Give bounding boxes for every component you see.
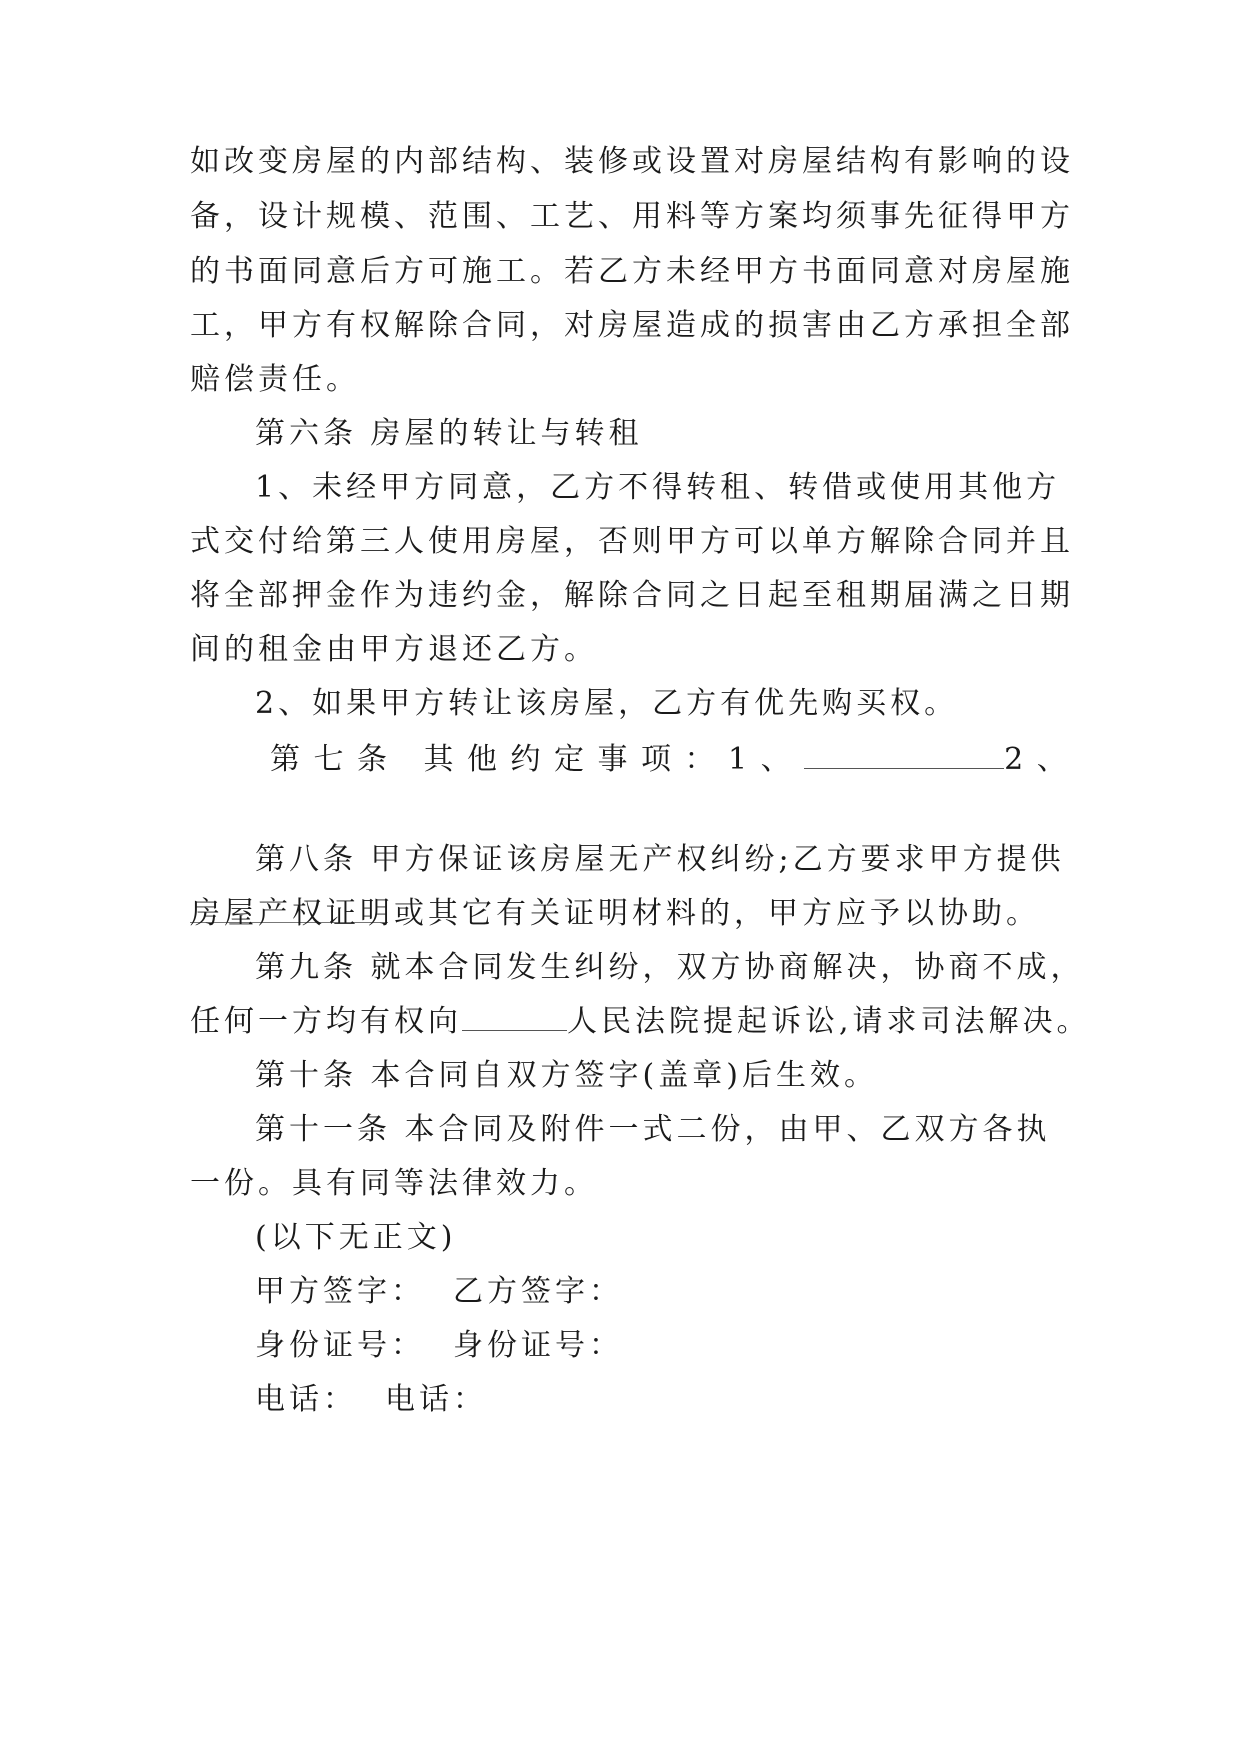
article-9-after: 人民法院提起诉讼,请求司法解决。 — [567, 1004, 1091, 1039]
paragraph-line: 将全部押金作为违约金，解除合同之日起至租期届满之日期 — [190, 578, 1074, 613]
paragraph-line: 赔偿责任。 — [190, 362, 360, 397]
article-11-line: 第十一条 本合同及附件一式二份，由甲、乙双方各执 — [255, 1112, 1051, 1147]
paragraph-line: 工，甲方有权解除合同，对房屋造成的损害由乙方承担全部 — [190, 308, 1074, 343]
article-9-line: 第九条 就本合同发生纠纷，双方协商解决，协商不成， — [255, 950, 1085, 985]
party-a-sign-label: 甲方签字： — [255, 1274, 425, 1309]
fill-blank — [462, 1002, 567, 1031]
party-a-phone-label: 电话： — [255, 1382, 357, 1417]
article-9-line-2 — [190, 1002, 1091, 1042]
article-7-prefix: 第七条 其他约定事项：1、 — [270, 742, 805, 777]
paragraph-line: 式交付给第三人使用房屋，否则甲方可以单方解除合同并且 — [190, 524, 1074, 559]
article-8-line: 第八条 甲方保证该房屋无产权纠纷;乙方要求甲方提供 — [255, 842, 1065, 877]
paragraph-line: 一份。具有同等法律效力。 — [190, 1166, 598, 1201]
fill-blank — [804, 740, 1004, 769]
paragraph-line: 房屋产权证明或其它有关证明材料的，甲方应予以协助。 — [190, 896, 1040, 931]
paragraph-line: 的书面同意后方可施工。若乙方未经甲方书面同意对房屋施 — [190, 254, 1074, 289]
party-b-phone-label: 电话： — [385, 1382, 487, 1417]
signature-line — [255, 1272, 1115, 1312]
party-b-sign-label: 乙方签字： — [453, 1274, 623, 1309]
paragraph-line: 间的租金由甲方退还乙方。 — [190, 632, 598, 667]
party-a-id-label: 身份证号： — [255, 1328, 425, 1363]
article-7-mid: 2、 — [1004, 742, 1081, 777]
phone-line — [255, 1380, 1115, 1420]
article-7-line — [270, 740, 1130, 780]
id-number-line — [255, 1326, 1115, 1366]
article-6-clause-1: 1、未经甲方同意，乙方不得转租、转借或使用其他方 — [255, 470, 1061, 505]
party-b-id-label: 身份证号： — [453, 1328, 623, 1363]
paragraph-line: 备，设计规模、范围、工艺、用料等方案均须事先征得甲方 — [190, 199, 1074, 234]
article-10-line: 第十条 本合同自双方签字(盖章)后生效。 — [255, 1058, 878, 1093]
article-6-heading: 第六条 房屋的转让与转租 — [255, 416, 643, 451]
paragraph-line: 如改变房屋的内部结构、装修或设置对房屋结构有影响的设 — [190, 144, 1074, 179]
end-note: (以下无正文) — [255, 1220, 457, 1255]
article-9-before: 任何一方均有权向 — [190, 1004, 462, 1039]
article-6-clause-2: 2、如果甲方转让该房屋，乙方有优先购买权。 — [255, 686, 959, 721]
